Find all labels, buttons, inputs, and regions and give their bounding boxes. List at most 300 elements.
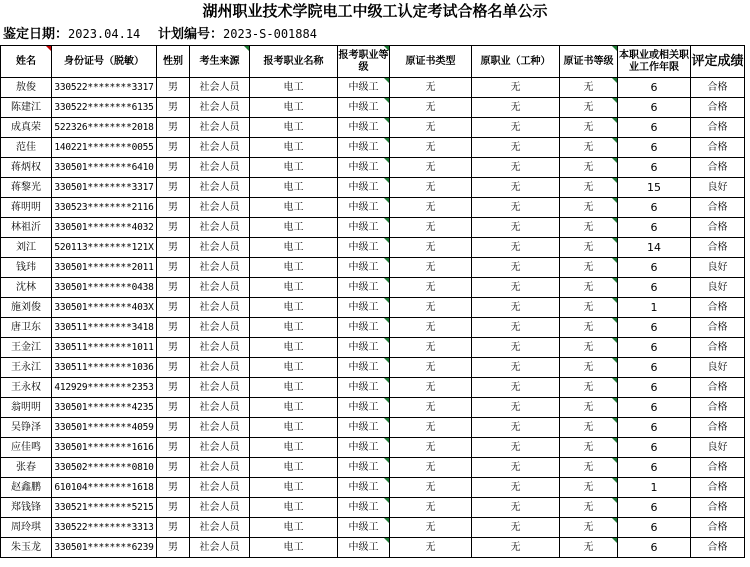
- cell-result[interactable]: 合格: [691, 318, 745, 338]
- cell-name[interactable]: 蒋炳权: [1, 158, 52, 178]
- cell-gender[interactable]: 男: [157, 318, 190, 338]
- cell-orig-cert-level[interactable]: 无: [560, 78, 618, 98]
- cell-source[interactable]: 社会人员: [190, 98, 250, 118]
- cell-source[interactable]: 社会人员: [190, 298, 250, 318]
- cell-orig-occupation[interactable]: 无: [472, 498, 560, 518]
- cell-occupation[interactable]: 电工: [250, 518, 338, 538]
- cell-name[interactable]: 敖俊: [1, 78, 52, 98]
- comment-indicator-icon: [384, 158, 389, 163]
- cell-id-number[interactable]: 140221********0055: [52, 138, 157, 158]
- cell-orig-cert-level[interactable]: 无: [560, 258, 618, 278]
- cell-gender[interactable]: 男: [157, 138, 190, 158]
- table-row: [1, 298, 745, 318]
- cell-work-years[interactable]: 6: [618, 118, 691, 138]
- cell-orig-cert-type[interactable]: 无: [390, 378, 472, 398]
- cell-id-number[interactable]: 330501********403X: [52, 298, 157, 318]
- cell-result[interactable]: 合格: [691, 138, 745, 158]
- cell-id-number[interactable]: 330522********6135: [52, 98, 157, 118]
- header-orig-occupation[interactable]: 原职业（工种）: [472, 46, 560, 78]
- cell-orig-occupation[interactable]: 无: [472, 118, 560, 138]
- cell-orig-cert-type[interactable]: 无: [390, 338, 472, 358]
- cell-level[interactable]: 中级工: [338, 198, 390, 218]
- cell-work-years[interactable]: 6: [618, 418, 691, 438]
- cell-id-number[interactable]: 330522********3313: [52, 518, 157, 538]
- cell-orig-cert-type[interactable]: 无: [390, 538, 472, 558]
- cell-source[interactable]: 社会人员: [190, 318, 250, 338]
- cell-gender[interactable]: 男: [157, 438, 190, 458]
- cell-level[interactable]: 中级工: [338, 118, 390, 138]
- cell-occupation[interactable]: 电工: [250, 78, 338, 98]
- cell-level[interactable]: 中级工: [338, 418, 390, 438]
- comment-indicator-icon: [612, 518, 617, 523]
- cell-orig-cert-type[interactable]: 无: [390, 78, 472, 98]
- cell-id-number[interactable]: 330501********4032: [52, 218, 157, 238]
- cell-level[interactable]: 中级工: [338, 378, 390, 398]
- cell-id-number[interactable]: 610104********1618: [52, 478, 157, 498]
- cell-name[interactable]: 王永江: [1, 358, 52, 378]
- header-occupation[interactable]: 报考职业名称: [250, 46, 338, 78]
- cell-level[interactable]: 中级工: [338, 298, 390, 318]
- cell-work-years[interactable]: 6: [618, 458, 691, 478]
- cell-level[interactable]: 中级工: [338, 178, 390, 198]
- cell-orig-cert-level[interactable]: 无: [560, 378, 618, 398]
- cell-name[interactable]: 应佳鸣: [1, 438, 52, 458]
- cell-result[interactable]: 合格: [691, 218, 745, 238]
- comment-indicator-icon: [612, 138, 617, 143]
- cell-orig-cert-level[interactable]: 无: [560, 498, 618, 518]
- cell-source[interactable]: 社会人员: [190, 278, 250, 298]
- cell-level[interactable]: 中级工: [338, 278, 390, 298]
- comment-indicator-icon: [384, 538, 389, 543]
- cell-orig-occupation[interactable]: 无: [472, 278, 560, 298]
- cell-occupation[interactable]: 电工: [250, 198, 338, 218]
- cell-orig-occupation[interactable]: 无: [472, 138, 560, 158]
- cell-work-years[interactable]: 6: [618, 218, 691, 238]
- cell-occupation[interactable]: 电工: [250, 178, 338, 198]
- cell-orig-cert-type[interactable]: 无: [390, 478, 472, 498]
- cell-work-years[interactable]: 6: [618, 338, 691, 358]
- cell-source[interactable]: 社会人员: [190, 518, 250, 538]
- cell-orig-occupation[interactable]: 无: [472, 198, 560, 218]
- cell-name[interactable]: 吴铮泽: [1, 418, 52, 438]
- cell-work-years[interactable]: 1: [618, 478, 691, 498]
- cell-occupation[interactable]: 电工: [250, 138, 338, 158]
- cell-level[interactable]: 中级工: [338, 458, 390, 478]
- cell-level[interactable]: 中级工: [338, 518, 390, 538]
- cell-work-years[interactable]: 6: [618, 98, 691, 118]
- cell-work-years[interactable]: 6: [618, 158, 691, 178]
- cell-source[interactable]: 社会人员: [190, 238, 250, 258]
- cell-occupation[interactable]: 电工: [250, 238, 338, 258]
- cell-result[interactable]: 合格: [691, 118, 745, 138]
- cell-result[interactable]: 良好: [691, 258, 745, 278]
- cell-occupation[interactable]: 电工: [250, 338, 338, 358]
- cell-orig-occupation[interactable]: 无: [472, 298, 560, 318]
- cell-result[interactable]: 合格: [691, 198, 745, 218]
- cell-orig-occupation[interactable]: 无: [472, 318, 560, 338]
- cell-orig-occupation[interactable]: 无: [472, 358, 560, 378]
- cell-name[interactable]: 赵鑫鹏: [1, 478, 52, 498]
- cell-work-years[interactable]: 6: [618, 198, 691, 218]
- cell-orig-cert-type[interactable]: 无: [390, 138, 472, 158]
- cell-orig-cert-type[interactable]: 无: [390, 298, 472, 318]
- cell-occupation[interactable]: 电工: [250, 258, 338, 278]
- comment-indicator-icon: [612, 438, 617, 443]
- header-result[interactable]: 评定成绩: [691, 46, 745, 78]
- cell-id-number[interactable]: 330501********4235: [52, 398, 157, 418]
- cell-source[interactable]: 社会人员: [190, 178, 250, 198]
- cell-orig-cert-level[interactable]: 无: [560, 478, 618, 498]
- cell-source[interactable]: 社会人员: [190, 338, 250, 358]
- cell-work-years[interactable]: 6: [618, 538, 691, 558]
- header-id-number[interactable]: 身份证号（脱敏）: [52, 46, 157, 78]
- cell-work-years[interactable]: 6: [618, 438, 691, 458]
- cell-level[interactable]: 中级工: [338, 318, 390, 338]
- cell-work-years[interactable]: 14: [618, 238, 691, 258]
- cell-name[interactable]: 成真荣: [1, 118, 52, 138]
- cell-result[interactable]: 良好: [691, 358, 745, 378]
- cell-orig-cert-level[interactable]: 无: [560, 418, 618, 438]
- cell-result[interactable]: 合格: [691, 498, 745, 518]
- cell-source[interactable]: 社会人员: [190, 418, 250, 438]
- cell-level[interactable]: 中级工: [338, 498, 390, 518]
- cell-source[interactable]: 社会人员: [190, 258, 250, 278]
- cell-source[interactable]: 社会人员: [190, 78, 250, 98]
- cell-result[interactable]: 合格: [691, 398, 745, 418]
- cell-occupation[interactable]: 电工: [250, 418, 338, 438]
- cell-name[interactable]: 张春: [1, 458, 52, 478]
- cell-name[interactable]: 钱玮: [1, 258, 52, 278]
- cell-result[interactable]: 合格: [691, 458, 745, 478]
- cell-orig-cert-type[interactable]: 无: [390, 118, 472, 138]
- cell-id-number[interactable]: 330501********1616: [52, 438, 157, 458]
- header-name[interactable]: 姓名: [1, 46, 52, 78]
- cell-orig-cert-level[interactable]: 无: [560, 178, 618, 198]
- cell-occupation[interactable]: 电工: [250, 478, 338, 498]
- cell-level[interactable]: 中级工: [338, 478, 390, 498]
- cell-level[interactable]: 中级工: [338, 78, 390, 98]
- cell-id-number[interactable]: 330522********3317: [52, 78, 157, 98]
- comment-indicator-icon: [384, 478, 389, 483]
- cell-name[interactable]: 唐卫东: [1, 318, 52, 338]
- table-row: [1, 178, 745, 198]
- cell-id-number[interactable]: 330501********3317: [52, 178, 157, 198]
- cell-source[interactable]: 社会人员: [190, 118, 250, 138]
- cell-occupation[interactable]: 电工: [250, 218, 338, 238]
- table-row: [1, 198, 745, 218]
- cell-source[interactable]: 社会人员: [190, 398, 250, 418]
- table-row: [1, 398, 745, 418]
- cell-level[interactable]: 中级工: [338, 358, 390, 378]
- cell-gender[interactable]: 男: [157, 518, 190, 538]
- cell-occupation[interactable]: 电工: [250, 458, 338, 478]
- comment-indicator-icon: [384, 118, 389, 123]
- comment-indicator-icon: [612, 118, 617, 123]
- cell-gender[interactable]: 男: [157, 298, 190, 318]
- cell-id-number[interactable]: 330511********1011: [52, 338, 157, 358]
- cell-result[interactable]: 合格: [691, 378, 745, 398]
- cell-level[interactable]: 中级工: [338, 138, 390, 158]
- cell-orig-cert-level[interactable]: 无: [560, 298, 618, 318]
- cell-gender[interactable]: 男: [157, 278, 190, 298]
- cell-orig-cert-level[interactable]: 无: [560, 538, 618, 558]
- cell-orig-occupation[interactable]: 无: [472, 78, 560, 98]
- cell-level[interactable]: 中级工: [338, 438, 390, 458]
- cell-orig-cert-type[interactable]: 无: [390, 198, 472, 218]
- cell-gender[interactable]: 男: [157, 198, 190, 218]
- cell-gender[interactable]: 男: [157, 258, 190, 278]
- cell-orig-cert-type[interactable]: 无: [390, 418, 472, 438]
- cell-occupation[interactable]: 电工: [250, 278, 338, 298]
- cell-gender[interactable]: 男: [157, 498, 190, 518]
- cell-name[interactable]: 王永权: [1, 378, 52, 398]
- cell-orig-cert-type[interactable]: 无: [390, 238, 472, 258]
- cell-work-years[interactable]: 6: [618, 358, 691, 378]
- cell-name[interactable]: 郑钱锋: [1, 498, 52, 518]
- comment-indicator-icon: [612, 218, 617, 223]
- cell-orig-cert-level[interactable]: 无: [560, 198, 618, 218]
- cell-gender[interactable]: 男: [157, 78, 190, 98]
- cell-gender[interactable]: 男: [157, 338, 190, 358]
- cell-gender[interactable]: 男: [157, 418, 190, 438]
- cell-orig-cert-type[interactable]: 无: [390, 458, 472, 478]
- cell-orig-cert-level[interactable]: 无: [560, 98, 618, 118]
- comment-indicator-icon: [612, 46, 617, 51]
- cell-occupation[interactable]: 电工: [250, 298, 338, 318]
- header-orig-cert-type[interactable]: 原证书类型: [390, 46, 472, 78]
- cell-occupation[interactable]: 电工: [250, 498, 338, 518]
- cell-work-years[interactable]: 6: [618, 398, 691, 418]
- cell-name[interactable]: 蒋明明: [1, 198, 52, 218]
- cell-id-number[interactable]: 330501********4059: [52, 418, 157, 438]
- cell-orig-cert-type[interactable]: 无: [390, 518, 472, 538]
- comment-indicator-icon: [384, 138, 389, 143]
- cell-occupation[interactable]: 电工: [250, 538, 338, 558]
- cell-orig-cert-type[interactable]: 无: [390, 218, 472, 238]
- cell-id-number[interactable]: 330501********6410: [52, 158, 157, 178]
- cell-id-number[interactable]: 330502********0810: [52, 458, 157, 478]
- cell-gender[interactable]: 男: [157, 178, 190, 198]
- cell-work-years[interactable]: 15: [618, 178, 691, 198]
- cell-orig-cert-type[interactable]: 无: [390, 498, 472, 518]
- cell-level[interactable]: 中级工: [338, 98, 390, 118]
- cell-result[interactable]: 合格: [691, 338, 745, 358]
- cell-source[interactable]: 社会人员: [190, 358, 250, 378]
- cell-name[interactable]: 林祖沂: [1, 218, 52, 238]
- cell-id-number[interactable]: 330511********3418: [52, 318, 157, 338]
- cell-occupation[interactable]: 电工: [250, 118, 338, 138]
- cell-orig-cert-level[interactable]: 无: [560, 138, 618, 158]
- cell-name[interactable]: 刘江: [1, 238, 52, 258]
- cell-orig-occupation[interactable]: 无: [472, 418, 560, 438]
- cell-gender[interactable]: 男: [157, 398, 190, 418]
- cell-orig-cert-level[interactable]: 无: [560, 338, 618, 358]
- cell-work-years[interactable]: 6: [618, 498, 691, 518]
- cell-id-number[interactable]: 330511********1036: [52, 358, 157, 378]
- cell-id-number[interactable]: 520113********121X: [52, 238, 157, 258]
- cell-level[interactable]: 中级工: [338, 338, 390, 358]
- cell-gender[interactable]: 男: [157, 218, 190, 238]
- cell-orig-cert-type[interactable]: 无: [390, 318, 472, 338]
- cell-level[interactable]: 中级工: [338, 218, 390, 238]
- cell-gender[interactable]: 男: [157, 238, 190, 258]
- cell-orig-cert-type[interactable]: 无: [390, 98, 472, 118]
- cell-orig-cert-level[interactable]: 无: [560, 458, 618, 478]
- cell-name[interactable]: 施刘俊: [1, 298, 52, 318]
- cell-result[interactable]: 合格: [691, 158, 745, 178]
- cell-level[interactable]: 中级工: [338, 258, 390, 278]
- cell-result[interactable]: 合格: [691, 78, 745, 98]
- cell-result[interactable]: 良好: [691, 178, 745, 198]
- cell-orig-cert-type[interactable]: 无: [390, 278, 472, 298]
- cell-gender[interactable]: 男: [157, 158, 190, 178]
- cell-result[interactable]: 合格: [691, 238, 745, 258]
- cell-orig-cert-type[interactable]: 无: [390, 178, 472, 198]
- table-row: [1, 278, 745, 298]
- cell-source[interactable]: 社会人员: [190, 498, 250, 518]
- cell-orig-occupation[interactable]: 无: [472, 158, 560, 178]
- cell-orig-occupation[interactable]: 无: [472, 218, 560, 238]
- cell-orig-cert-level[interactable]: 无: [560, 438, 618, 458]
- table-row: [1, 338, 745, 358]
- cell-orig-cert-level[interactable]: 无: [560, 358, 618, 378]
- header-source[interactable]: 考生来源: [190, 46, 250, 78]
- cell-name[interactable]: 沈林: [1, 278, 52, 298]
- cell-result[interactable]: 合格: [691, 478, 745, 498]
- comment-indicator-icon: [612, 418, 617, 423]
- cell-name[interactable]: 周玲琪: [1, 518, 52, 538]
- cell-source[interactable]: 社会人员: [190, 198, 250, 218]
- cell-orig-occupation[interactable]: 无: [472, 178, 560, 198]
- cell-occupation[interactable]: 电工: [250, 438, 338, 458]
- cell-name[interactable]: 范佳: [1, 138, 52, 158]
- cell-gender[interactable]: 男: [157, 358, 190, 378]
- cell-level[interactable]: 中级工: [338, 538, 390, 558]
- cell-result[interactable]: 合格: [691, 418, 745, 438]
- cell-orig-cert-type[interactable]: 无: [390, 398, 472, 418]
- cell-work-years[interactable]: 6: [618, 318, 691, 338]
- cell-result[interactable]: 合格: [691, 98, 745, 118]
- cell-id-number[interactable]: 330501********6239: [52, 538, 157, 558]
- cell-orig-cert-type[interactable]: 无: [390, 158, 472, 178]
- cell-orig-cert-level[interactable]: 无: [560, 238, 618, 258]
- cell-name[interactable]: 蒋黎光: [1, 178, 52, 198]
- cell-source[interactable]: 社会人员: [190, 458, 250, 478]
- header-gender[interactable]: 性别: [157, 46, 190, 78]
- cell-orig-occupation[interactable]: 无: [472, 538, 560, 558]
- cell-occupation[interactable]: 电工: [250, 318, 338, 338]
- cell-id-number[interactable]: 330523********2116: [52, 198, 157, 218]
- cell-result[interactable]: 良好: [691, 278, 745, 298]
- cell-level[interactable]: 中级工: [338, 238, 390, 258]
- cell-orig-cert-level[interactable]: 无: [560, 318, 618, 338]
- table-row: [1, 238, 745, 258]
- cell-source[interactable]: 社会人员: [190, 138, 250, 158]
- cell-id-number[interactable]: 330501********0438: [52, 278, 157, 298]
- cell-work-years[interactable]: 6: [618, 518, 691, 538]
- cell-orig-cert-level[interactable]: 无: [560, 118, 618, 138]
- cell-orig-cert-type[interactable]: 无: [390, 358, 472, 378]
- header-work-years[interactable]: 本职业或相关职业工作年限: [618, 46, 691, 78]
- comment-indicator-icon: [384, 198, 389, 203]
- cell-occupation[interactable]: 电工: [250, 378, 338, 398]
- cell-orig-cert-type[interactable]: 无: [390, 258, 472, 278]
- header-row: [1, 46, 745, 78]
- cell-result[interactable]: 合格: [691, 298, 745, 318]
- appraisal-date: [3, 23, 140, 46]
- cell-orig-occupation[interactable]: 无: [472, 478, 560, 498]
- cell-source[interactable]: 社会人员: [190, 538, 250, 558]
- cell-orig-occupation[interactable]: 无: [472, 398, 560, 418]
- cell-orig-occupation[interactable]: 无: [472, 238, 560, 258]
- cell-orig-occupation[interactable]: 无: [472, 378, 560, 398]
- cell-work-years[interactable]: 6: [618, 378, 691, 398]
- cell-orig-occupation[interactable]: 无: [472, 338, 560, 358]
- cell-name[interactable]: 朱玉龙: [1, 538, 52, 558]
- cell-orig-cert-level[interactable]: 无: [560, 278, 618, 298]
- cell-gender[interactable]: 男: [157, 458, 190, 478]
- cell-id-number[interactable]: 522326********2018: [52, 118, 157, 138]
- cell-occupation[interactable]: 电工: [250, 358, 338, 378]
- cell-level[interactable]: 中级工: [338, 158, 390, 178]
- cell-orig-occupation[interactable]: 无: [472, 458, 560, 478]
- cell-name[interactable]: 王金江: [1, 338, 52, 358]
- cell-work-years[interactable]: 6: [618, 138, 691, 158]
- cell-work-years[interactable]: 6: [618, 278, 691, 298]
- cell-source[interactable]: 社会人员: [190, 478, 250, 498]
- table-row: [1, 318, 745, 338]
- cell-gender[interactable]: 男: [157, 378, 190, 398]
- cell-name[interactable]: 陈建江: [1, 98, 52, 118]
- cell-result[interactable]: 合格: [691, 538, 745, 558]
- cell-name[interactable]: 翁明明: [1, 398, 52, 418]
- cell-work-years[interactable]: 6: [618, 258, 691, 278]
- cell-orig-occupation[interactable]: 无: [472, 518, 560, 538]
- cell-result[interactable]: 良好: [691, 438, 745, 458]
- cell-occupation[interactable]: 电工: [250, 158, 338, 178]
- cell-level[interactable]: 中级工: [338, 398, 390, 418]
- header-orig-cert-level[interactable]: 原证书等级: [560, 46, 618, 78]
- cell-result[interactable]: 合格: [691, 518, 745, 538]
- cell-orig-cert-level[interactable]: 无: [560, 398, 618, 418]
- cell-orig-occupation[interactable]: 无: [472, 98, 560, 118]
- cell-gender[interactable]: 男: [157, 478, 190, 498]
- cell-orig-cert-level[interactable]: 无: [560, 518, 618, 538]
- cell-id-number[interactable]: 330521********5215: [52, 498, 157, 518]
- plan-number-value: 2023-S-001884: [223, 27, 317, 41]
- cell-orig-cert-type[interactable]: 无: [390, 438, 472, 458]
- cell-occupation[interactable]: 电工: [250, 98, 338, 118]
- cell-work-years[interactable]: 1: [618, 298, 691, 318]
- cell-orig-cert-level[interactable]: 无: [560, 158, 618, 178]
- cell-source[interactable]: 社会人员: [190, 158, 250, 178]
- cell-source[interactable]: 社会人员: [190, 438, 250, 458]
- cell-orig-occupation[interactable]: 无: [472, 438, 560, 458]
- cell-work-years[interactable]: 6: [618, 78, 691, 98]
- cell-orig-cert-level[interactable]: 无: [560, 218, 618, 238]
- cell-id-number[interactable]: 412929********2353: [52, 378, 157, 398]
- cell-occupation[interactable]: 电工: [250, 398, 338, 418]
- cell-gender[interactable]: 男: [157, 98, 190, 118]
- cell-source[interactable]: 社会人员: [190, 218, 250, 238]
- cell-id-number[interactable]: 330501********2011: [52, 258, 157, 278]
- header-level[interactable]: 报考职业等级: [338, 46, 390, 78]
- cell-source[interactable]: 社会人员: [190, 378, 250, 398]
- comment-indicator-icon: [612, 298, 617, 303]
- cell-gender[interactable]: 男: [157, 118, 190, 138]
- cell-gender[interactable]: 男: [157, 538, 190, 558]
- cell-orig-occupation[interactable]: 无: [472, 258, 560, 278]
